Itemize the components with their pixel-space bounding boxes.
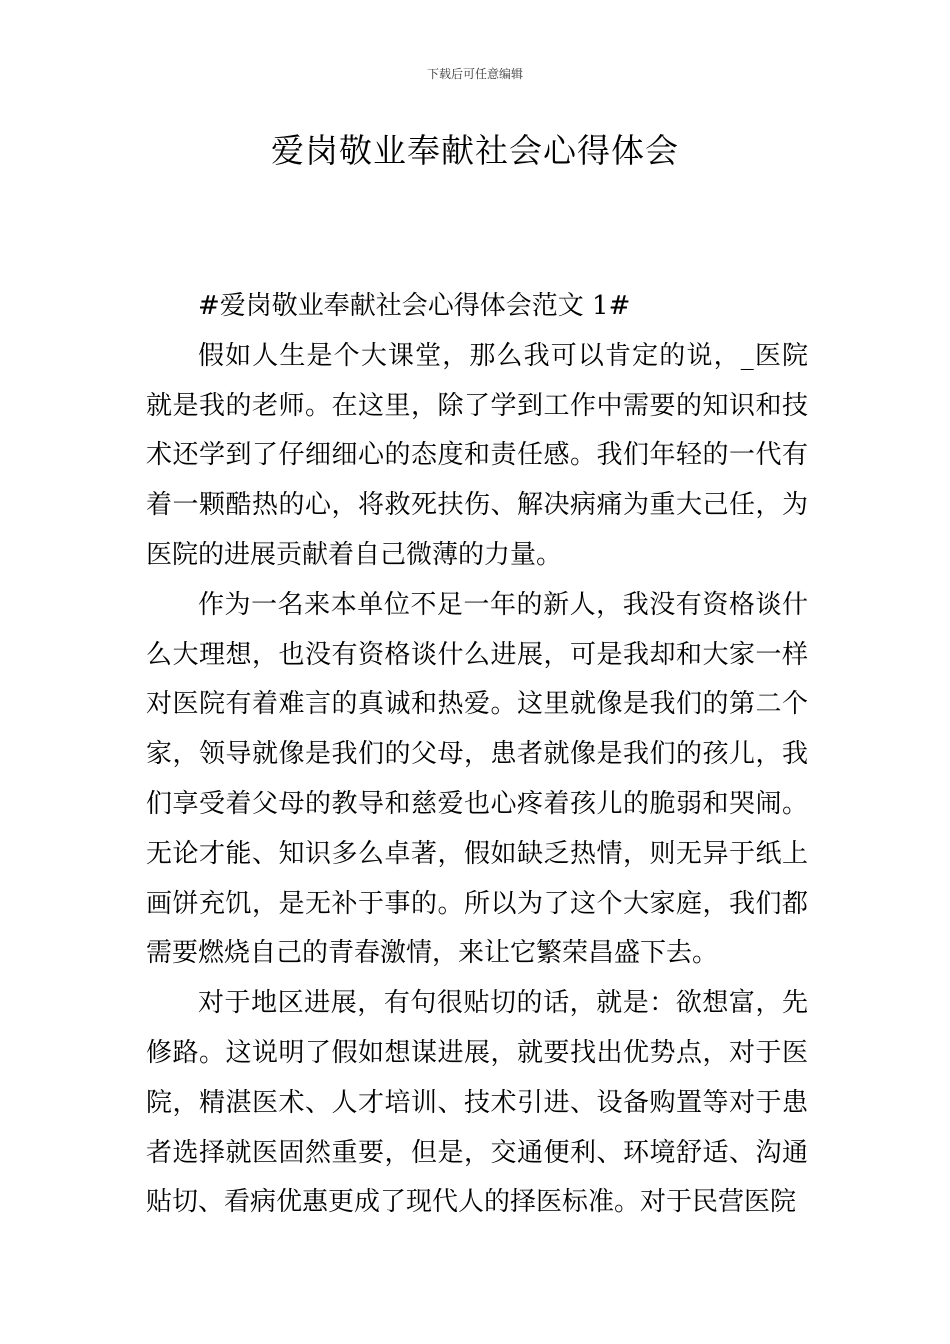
document-title: 爱岗敬业奉献社会心得体会 — [271, 131, 679, 170]
section-heading: #爱岗敬业奉献社会心得体会范文 1# — [198, 291, 631, 321]
paragraph: 作为一名来本单位不足一年的新人，我没有资格谈什么大理想，也没有资格谈什么进展，可是我却和大家一样对医院有着难言的真诚和热爱。这里就像是我们的第二个家，领导就像是我们的父母，患者就像是我们的孩儿，我们享受着父母的教导和慈爱也心疼着孩儿的脆弱和哭闹。无论才能、知识多么卓著，假如缺乏热情，则无异于纸上画饼充饥，是无补于事的。所以为了这个大家庭，我们都需要燃烧自己的青春激情，来让它繁荣昌盛下去。 — [146, 589, 808, 969]
paragraph: 假如人生是个大课堂，那么我可以肯定的说，_医院就是我的老师。在这里，除了学到工作中需要的知识和技术还学到了仔细细心的态度和责任感。我们年轻的一代有着一颗酷热的心，将救死扶伤、解决病痛为重大己任，为医院的进展贡献着自己微薄的力量。 — [146, 340, 808, 570]
document-body — [146, 282, 808, 1228]
paragraph: 对于地区进展，有句很贴切的话，就是：欲想富，先修路。这说明了假如想谋进展，就要找出优势点，对于医院，精湛医术、人才培训、技术引进、设备购置等对于患者选择就医固然重要，但是，交通便利、环境舒适、沟通贴切、看病优惠更成了现代人的择医标准。对于民营医院 — [146, 988, 808, 1218]
header-note: 下载后可任意编辑 — [426, 67, 523, 81]
